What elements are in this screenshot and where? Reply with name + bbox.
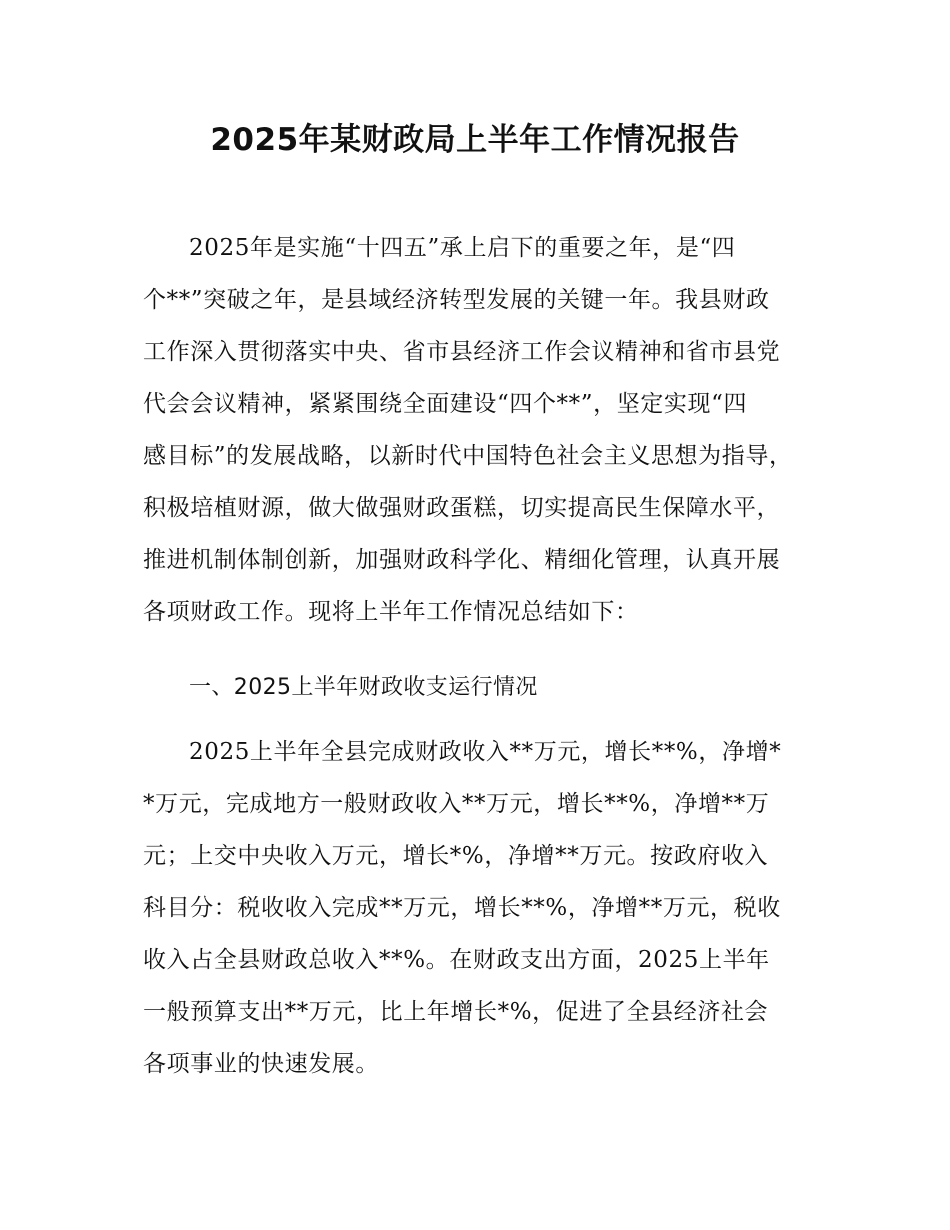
text-line: 2025年是实施“十四五”承上启下的重要之年，是“四 (189, 235, 736, 261)
text-line: 科目分：税收收入完成**万元，增长**%，净增**万元，税收 (143, 895, 781, 921)
text-line: 2025上半年全县完成财政收入**万元，增长**%，净增* (189, 739, 782, 765)
text-line: 收入占全县财政总收入**%。在财政支出方面，2025上半年 (143, 947, 770, 973)
text-line: 代会会议精神，紧紧围绕全面建设“四个**”，坚定实现“四 (143, 391, 748, 417)
section-heading: 一、2025上半年财政收支运行情况 (189, 675, 538, 700)
document-title: 2025年某财政局上半年工作情况报告 (210, 122, 740, 158)
text-line: 元；上交中央收入万元，增长*%，净增**万元。按政府收入 (143, 843, 769, 869)
paragraph-intro (143, 222, 833, 638)
text-line: 工作深入贯彻落实中央、省市县经济工作会议精神和省市县党 (143, 339, 781, 365)
text-line: 一般预算支出**万元，比上年增长*%，促进了全县经济社会 (143, 999, 769, 1025)
text-line: 推进机制体制创新，加强财政科学化、精细化管理，认真开展 (143, 547, 781, 573)
text-line: 个**”突破之年，是县域经济转型发展的关键一年。我县财政 (143, 287, 770, 313)
text-line: 积极培植财源，做大做强财政蛋糕，切实提高民生保障水平， (143, 495, 781, 521)
text-line: 各项财政工作。现将上半年工作情况总结如下： (143, 599, 639, 625)
text-line: *万元，完成地方一般财政收入**万元，增长**%，净增**万 (143, 791, 770, 817)
paragraph-revenue (143, 726, 833, 1090)
text-line: 感目标”的发展战略，以新时代中国特色社会主义思想为指导， (143, 443, 793, 469)
text-line: 各项事业的快速发展。 (143, 1051, 379, 1077)
